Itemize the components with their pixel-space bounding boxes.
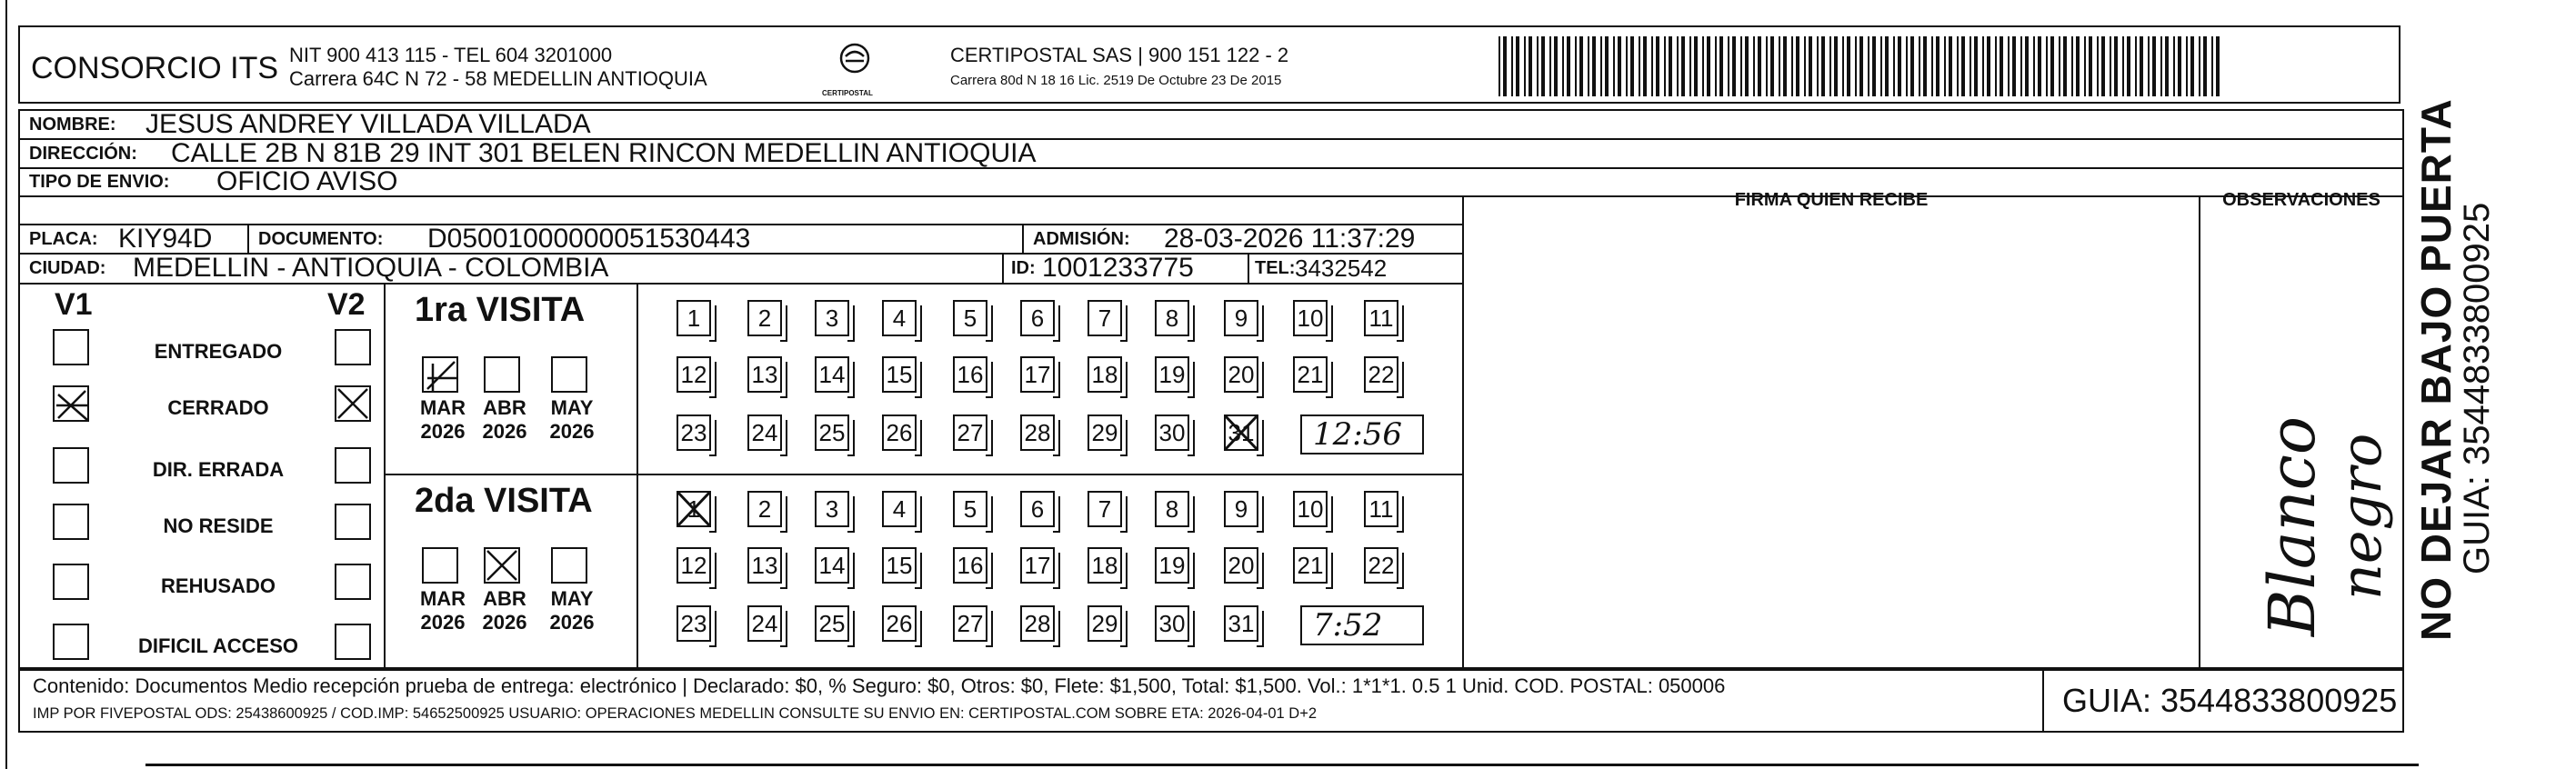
company-name: CONSORCIO ITS [31, 51, 279, 85]
visit-1-month-label [411, 396, 475, 444]
v2-checkbox-5[interactable] [335, 624, 371, 660]
visit-2-day-box[interactable]: 7 [1088, 491, 1122, 527]
visit-2-month-checkbox-2[interactable] [551, 547, 587, 584]
visit-1-day-box[interactable]: 8 [1155, 300, 1189, 336]
month-name: ABR [483, 396, 526, 419]
visit-1-day-box[interactable]: 12 [677, 356, 711, 393]
status-reason-label: DIFICIL ACCESO [137, 634, 298, 657]
month-year: 2026 [482, 611, 527, 634]
license-line: Carrera 80d N 18 16 Lic. 2519 De Octubre 23 De 2015 [950, 73, 1282, 88]
visit-2-day-box[interactable]: 13 [747, 547, 782, 584]
status-reason-label: CERRADO [167, 396, 269, 419]
ciudad-value: MEDELLIN - ANTIOQUIA - COLOMBIA [133, 253, 609, 283]
address-line: Carrera 64C N 72 - 58 MEDELLIN ANTIOQUIA [289, 67, 707, 90]
month-year: 2026 [549, 611, 595, 634]
visit-1-day-box[interactable]: 28 [1020, 414, 1055, 451]
handwritten-observation-2: negro [2328, 433, 2394, 600]
visita-1-title: 1ra VISITA [415, 291, 586, 329]
visit-2-day-box[interactable]: 5 [953, 491, 987, 527]
visit-2-day-box[interactable]: 25 [815, 605, 849, 642]
documento-label: DOCUMENTO: [258, 229, 384, 249]
visit-2-month-label [540, 587, 604, 634]
visit-2-day-box[interactable]: 18 [1088, 547, 1122, 584]
visit-1-day-box[interactable]: 3 [815, 300, 849, 336]
ciudad-label: CIUDAD: [29, 258, 106, 278]
id-value: 1001233775 [1042, 253, 1194, 283]
no-dejar-warning: NO DEJAR BAJO PUERTA [2412, 98, 2460, 641]
visit-2-day-box[interactable]: 8 [1155, 491, 1189, 527]
visit-1-day-box[interactable]: 16 [953, 356, 987, 393]
v2-label: V2 [327, 287, 366, 322]
observaciones-header: OBSERVACIONES [2222, 190, 2381, 210]
v2-checkbox-0[interactable] [335, 329, 371, 365]
visit-1-day-box[interactable]: 29 [1088, 414, 1122, 451]
placa-label: PLACA: [29, 229, 98, 249]
visit-1-day-box[interactable]: 5 [953, 300, 987, 336]
visit-1-day-box[interactable]: 19 [1155, 356, 1189, 393]
logo-caption: CERTIPOSTAL [822, 89, 873, 97]
admision-value: 28-03-2026 11:37:29 [1164, 224, 1416, 254]
visit-1-day-box[interactable]: 14 [815, 356, 849, 393]
visit-1-month-checkbox-2[interactable] [551, 356, 587, 393]
v1-label: V1 [55, 287, 93, 322]
visit-1-month-label [540, 396, 604, 444]
month-year: 2026 [482, 420, 527, 443]
direccion-label: DIRECCIÓN: [29, 144, 137, 164]
status-reason-label: NO RESIDE [163, 514, 274, 537]
visit-1-day-box[interactable]: 24 [747, 414, 782, 451]
visit-1-day-box[interactable]: 13 [747, 356, 782, 393]
visit-2-day-box[interactable]: 27 [953, 605, 987, 642]
visit-2-day-box[interactable]: 22 [1364, 547, 1398, 584]
month-year: 2026 [420, 420, 466, 443]
visit-2-day-box[interactable]: 2 [747, 491, 782, 527]
visit-2-day-box[interactable]: 31 [1224, 605, 1258, 642]
visit-2-month-checkbox-1[interactable] [484, 547, 520, 584]
visit-1-day-box[interactable]: 1 [677, 300, 711, 336]
month-year: 2026 [420, 611, 466, 634]
visit-1-day-box[interactable]: 20 [1224, 356, 1258, 393]
visit-2-day-box[interactable]: 11 [1364, 491, 1398, 527]
firma-header: FIRMA QUIEN RECIBE [1734, 190, 1929, 210]
handwritten-observation-1: Blanco [2255, 416, 2330, 636]
certipostal-line: CERTIPOSTAL SAS | 900 151 122 - 2 [950, 44, 1289, 66]
visit-2-month-checkbox-0[interactable] [422, 547, 458, 584]
barcode [1498, 36, 2226, 96]
visit-1-day-box[interactable]: 27 [953, 414, 987, 451]
visit-2-day-mark-icon [675, 489, 713, 534]
visit-1-day-box[interactable]: 17 [1020, 356, 1055, 393]
id-label: ID: [1011, 258, 1036, 278]
admision-label: ADMISIÓN: [1033, 229, 1130, 249]
visit-2-month-label [411, 587, 475, 634]
visit-1-day-box[interactable]: 21 [1293, 356, 1328, 393]
visit-1-day-box[interactable]: 6 [1020, 300, 1055, 336]
visit-1-day-box[interactable]: 25 [815, 414, 849, 451]
footer-contenido: Contenido: Documentos Medio recepción prueba de entrega: electrónico | Declarado: $0, % Seguro: $0, Otros: $0, Flete: $1,500, Total: $1,500. Vol.: 1*1*1. 0.5 1 Unid. COD. POSTAL: 050006 [33, 674, 1726, 697]
tel-label: TEL: [1255, 258, 1296, 278]
visit-2-day-box[interactable]: 10 [1293, 491, 1328, 527]
status-reason-label: DIR. ERRADA [152, 458, 285, 481]
v2-checkbox-2[interactable] [335, 447, 371, 484]
visit-1-day-box[interactable]: 9 [1224, 300, 1258, 336]
tipo-envio-label: TIPO DE ENVIO: [29, 172, 170, 192]
month-name: MAR [419, 587, 466, 610]
nombre-label: NOMBRE: [29, 115, 116, 135]
certipostal-logo-icon [829, 38, 880, 89]
visit-2-day-box[interactable]: 12 [677, 547, 711, 584]
x-mark-icon [336, 387, 369, 420]
status-reason-label: ENTREGADO [154, 340, 283, 363]
v2-checkbox-1[interactable] [335, 385, 371, 422]
visit-1-day-box[interactable]: 11 [1364, 300, 1398, 336]
visit-1-day-box[interactable]: 7 [1088, 300, 1122, 336]
visit-1-day-mark-icon [1222, 413, 1260, 457]
visit-2-month-label [473, 587, 536, 634]
nombre-value: JESUS ANDREY VILLADA VILLADA [145, 109, 591, 139]
visit-1-day-box[interactable]: 4 [882, 300, 917, 336]
visit-2-day-box[interactable]: 9 [1224, 491, 1258, 527]
visit-1-day-box[interactable]: 2 [747, 300, 782, 336]
placa-value: KIY94D [118, 224, 213, 254]
visit-2-day-box[interactable]: 16 [953, 547, 987, 584]
footer-imp: IMP POR FIVEPOSTAL ODS: 25438600925 / COD.IMP: 54652500925 USUARIO: OPERACIONES MEDELLIN CONSULTE SU ENVIO EN: CERTIPOSTAL.COM SOBRE ETA: 2026-04-01 D+2 [33, 705, 1318, 722]
visit-1-day-box[interactable]: 23 [677, 414, 711, 451]
month-name: ABR [483, 587, 526, 610]
tel-value: 3432542 [1295, 255, 1388, 282]
visit-2-day-box[interactable]: 20 [1224, 547, 1258, 584]
v2-checkbox-4[interactable] [335, 564, 371, 600]
visit-1-day-box[interactable]: 30 [1155, 414, 1189, 451]
month-name: MAY [550, 396, 594, 419]
visit-2-day-box[interactable]: 15 [882, 547, 917, 584]
v2-checkbox-3[interactable] [335, 504, 371, 540]
visit-1-month-checkbox-0[interactable] [422, 356, 458, 393]
visita-2-title: 2da VISITA [415, 482, 593, 520]
visit-2-day-box[interactable]: 29 [1088, 605, 1122, 642]
documento-value: D05001000000051530443 [427, 224, 751, 254]
visit-2-day-box[interactable]: 26 [882, 605, 917, 642]
visit-1-month-label [473, 396, 536, 444]
visit-2-day-box[interactable]: 19 [1155, 547, 1189, 584]
month-year: 2026 [549, 420, 595, 443]
footer-guia: GUIA: 3544833800925 [2062, 682, 2398, 719]
visit-1-handwritten-time: 12:56 [1313, 416, 1402, 453]
visit-1-day-box[interactable]: 26 [882, 414, 917, 451]
left-margin-line [5, 0, 7, 769]
month-name: MAY [550, 587, 594, 610]
visit-2-day-box[interactable]: 17 [1020, 547, 1055, 584]
guia-vertical: GUIA: 3544833800925 [2457, 202, 2497, 574]
visit-2-day-box[interactable]: 23 [677, 605, 711, 642]
x-mark-icon [486, 549, 518, 582]
visit-2-day-box[interactable]: 6 [1020, 491, 1055, 527]
visit-2-day-box[interactable]: 14 [815, 547, 849, 584]
visit-2-day-box[interactable]: 30 [1155, 605, 1189, 642]
visit-1-day-box[interactable]: 22 [1364, 356, 1398, 393]
visit-2-day-box[interactable]: 1 [677, 491, 711, 527]
bottom-rule [145, 764, 2419, 766]
visit-2-day-box[interactable]: 24 [747, 605, 782, 642]
tipo-envio-value: OFICIO AVISO [216, 166, 398, 196]
visit-2-day-box[interactable]: 4 [882, 491, 917, 527]
visit-2-handwritten-time: 7:52 [1313, 607, 1383, 644]
visit-1-day-box[interactable]: 10 [1293, 300, 1328, 336]
month-name: MAR [419, 396, 466, 419]
status-reason-label: REHUSADO [161, 574, 276, 597]
visit-2-day-box[interactable]: 3 [815, 491, 849, 527]
handwritten-check-mark-icon [424, 358, 460, 394]
visit-1-day-box[interactable]: 15 [882, 356, 917, 393]
visit-1-day-box[interactable]: 18 [1088, 356, 1122, 393]
direccion-value: CALLE 2B N 81B 29 INT 301 BELEN RINCON MEDELLIN ANTIOQUIA [171, 138, 1037, 168]
visit-1-day-box[interactable]: 31 [1224, 414, 1258, 451]
visit-1-month-checkbox-1[interactable] [484, 356, 520, 393]
visit-2-day-box[interactable]: 21 [1293, 547, 1328, 584]
visit-2-day-box[interactable]: 28 [1020, 605, 1055, 642]
nit-line: NIT 900 413 115 - TEL 604 3201000 [289, 44, 613, 66]
